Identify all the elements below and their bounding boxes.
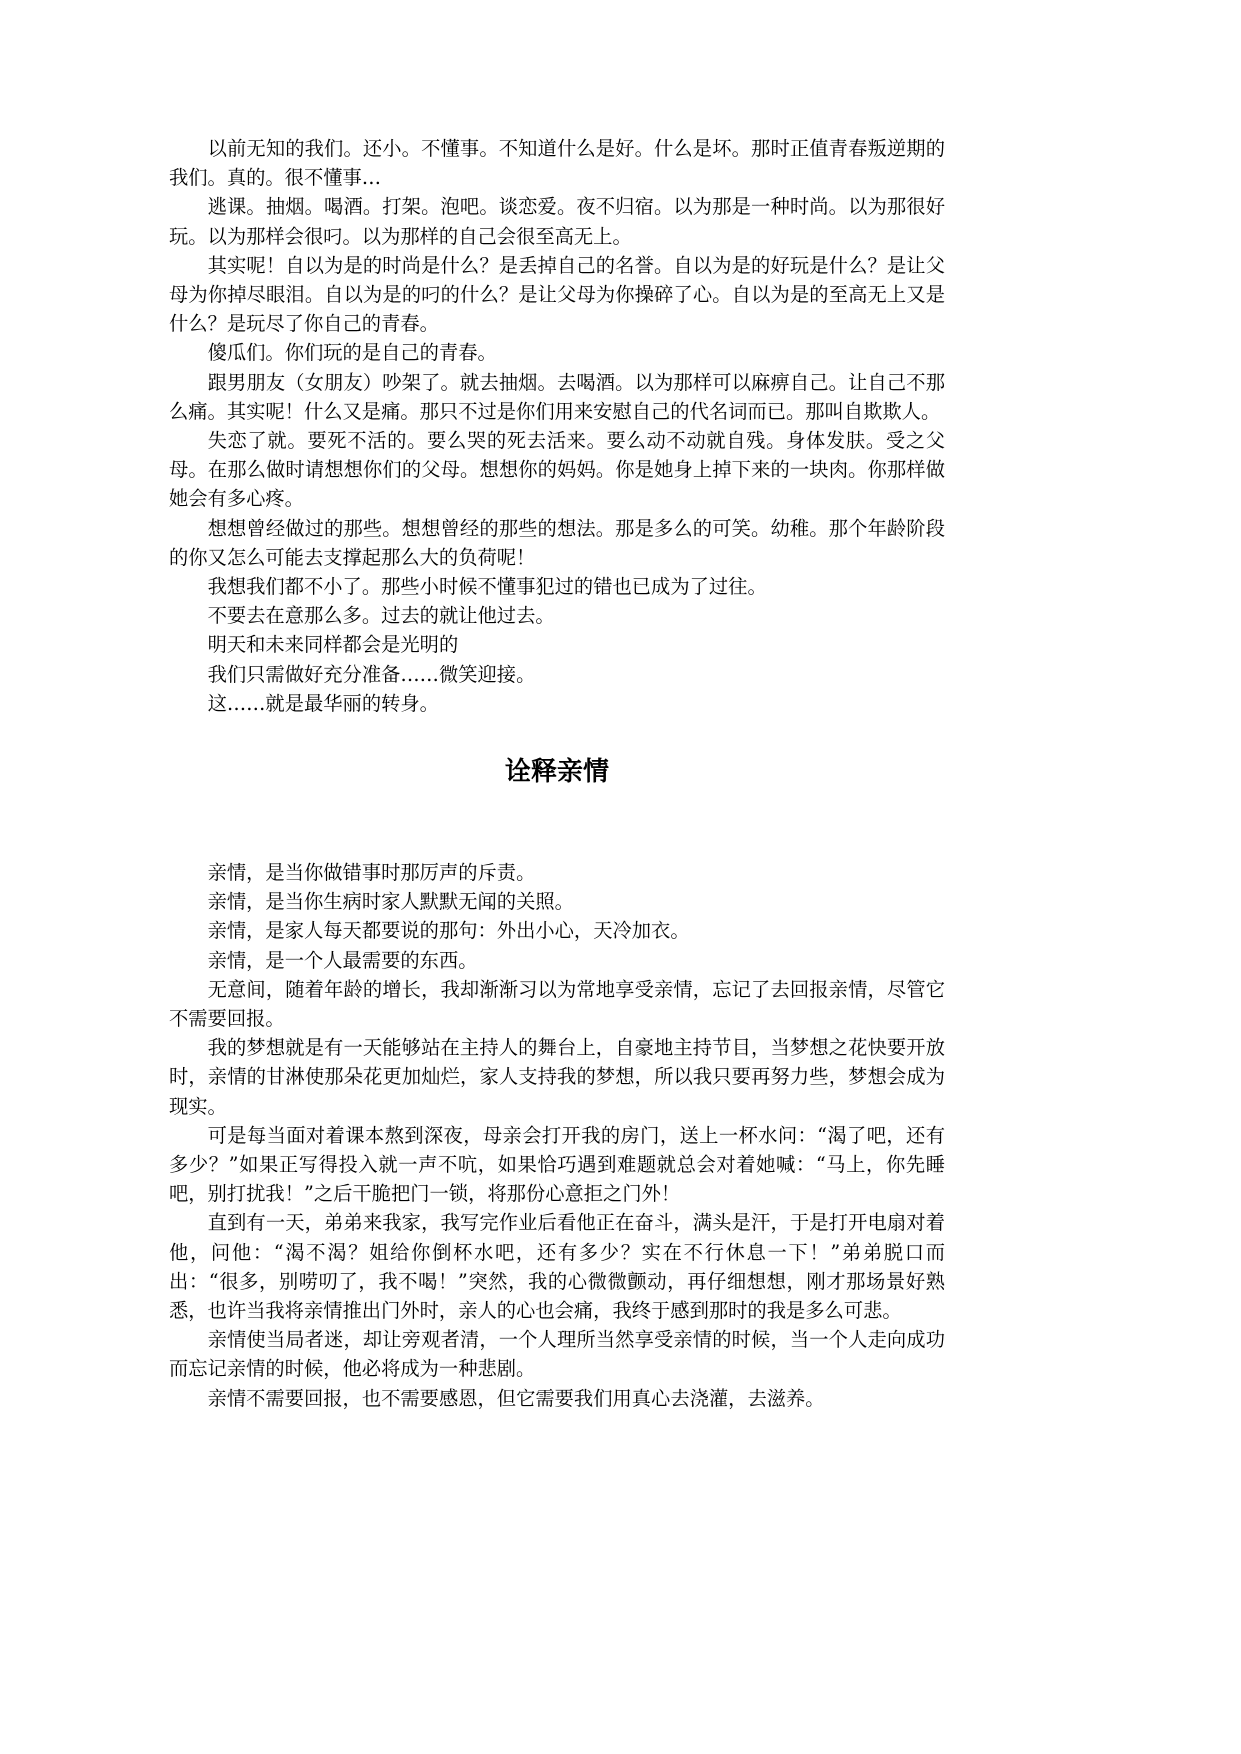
paragraph: 傻瓜们。你们玩的是自己的青春。 <box>207 341 497 365</box>
paragraph: 失恋了就。要死不活的。要么哭的死去活来。要么动不动就自残。身体发肤。受之父母。在那么做时请想想你们的父母。想想你的妈妈。你是她身上掉下来的一块肉。你那样做她会有多心疼。 <box>169 429 945 511</box>
paragraph: 这……就是最华丽的转身。 <box>207 691 439 715</box>
essay-section-2 <box>169 858 945 1413</box>
essay-section-1 <box>169 134 945 718</box>
paragraph: 亲情，是家人每天都要说的那句：外出小心，天冷加衣。 <box>207 919 690 943</box>
paragraph: 直到有一天，弟弟来我家，我写完作业后看他正在奋斗，满头是汗，于是打开电扇对着他，问他：“渴不渴？姐给你倒杯水吧，还有多少？实在不行休息一下！”弟弟脱口而出：“很多，别唠叨了，我不喝！”突然，我的心微微颤动，再仔细想想，刚才那场景好熟悉，也许当我将亲情推出门外时，亲人的心也会痛，我终于感到那时的我是多么可悲。 <box>169 1211 945 1323</box>
paragraph: 亲情使当局者迷，却让旁观者清，一个人理所当然享受亲情的时候，当一个人走向成功而忘记亲情的时候，他必将成为一种悲剧。 <box>169 1328 945 1381</box>
paragraph: 亲情，是当你做错事时那厉声的斥责。 <box>207 861 536 884</box>
essay-title: 诠释亲情 <box>504 757 609 787</box>
paragraph: 我想我们都不小了。那些小时候不懂事犯过的错也已成为了过往。 <box>207 575 767 599</box>
paragraph: 逃课。抽烟。喝酒。打架。泡吧。谈恋爱。夜不归宿。以为那是一种时尚。以为那很好玩。以为那样会很叼。以为那样的自己会很至高无上。 <box>169 195 945 248</box>
paragraph: 不要去在意那么多。过去的就让他过去。 <box>207 604 555 628</box>
paragraph: 以前无知的我们。还小。不懂事。不知道什么是好。什么是坏。那时正值青春叛逆期的我们。真的。很不懂事… <box>169 137 945 190</box>
paragraph: 想想曾经做过的那些。想想曾经的那些的想法。那是多么的可笑。幼稚。那个年龄阶段的你又怎么可能去支撑起那么大的负荷呢！ <box>169 516 945 569</box>
paragraph: 亲情不需要回报，也不需要感恩，但它需要我们用真心去浇灌，去滋养。 <box>207 1386 825 1410</box>
paragraph: 其实呢！自以为是的时尚是什么？是丢掉自己的名誉。自以为是的好玩是什么？是让父母为你掉尽眼泪。自以为是的叼的什么？是让父母为你操碎了心。自以为是的至高无上又是什么？是玩尽了你自己的青春。 <box>169 253 945 336</box>
paragraph: 明天和未来同样都会是光明的 <box>207 633 459 657</box>
paragraph: 我的梦想就是有一天能够站在主持人的舞台上，自豪地主持节目，当梦想之花快要开放时，亲情的甘淋使那朵花更加灿烂，家人支持我的梦想，所以我只要再努力些，梦想会成为现实。 <box>169 1036 945 1118</box>
paragraph: 我们只需做好充分准备……微笑迎接。 <box>207 662 536 686</box>
paragraph: 亲情，是一个人最需要的东西。 <box>207 948 478 972</box>
essay-title-block <box>169 752 945 792</box>
paragraph: 可是每当面对着课本熬到深夜，母亲会打开我的房门，送上一杯水问：“渴了吧，还有多少？”如果正写得投入就一声不吭，如果恰巧遇到难题就总会对着她喊：“马上，你先睡吧，别打扰我！”之后干脆把门一锁，将那份心意拒之门外！ <box>169 1123 945 1206</box>
paragraph: 亲情，是当你生病时家人默默无闻的关照。 <box>207 890 574 914</box>
paragraph: 跟男朋友（女朋友）吵架了。就去抽烟。去喝酒。以为那样可以麻痹自己。让自己不那么痛。其实呢！什么又是痛。那只不过是你们用来安慰自己的代名词而已。那叫自欺欺人。 <box>169 370 945 423</box>
paragraph: 无意间，随着年龄的增长，我却渐渐习以为常地享受亲情，忘记了去回报亲情，尽管它不需要回报。 <box>169 977 945 1031</box>
